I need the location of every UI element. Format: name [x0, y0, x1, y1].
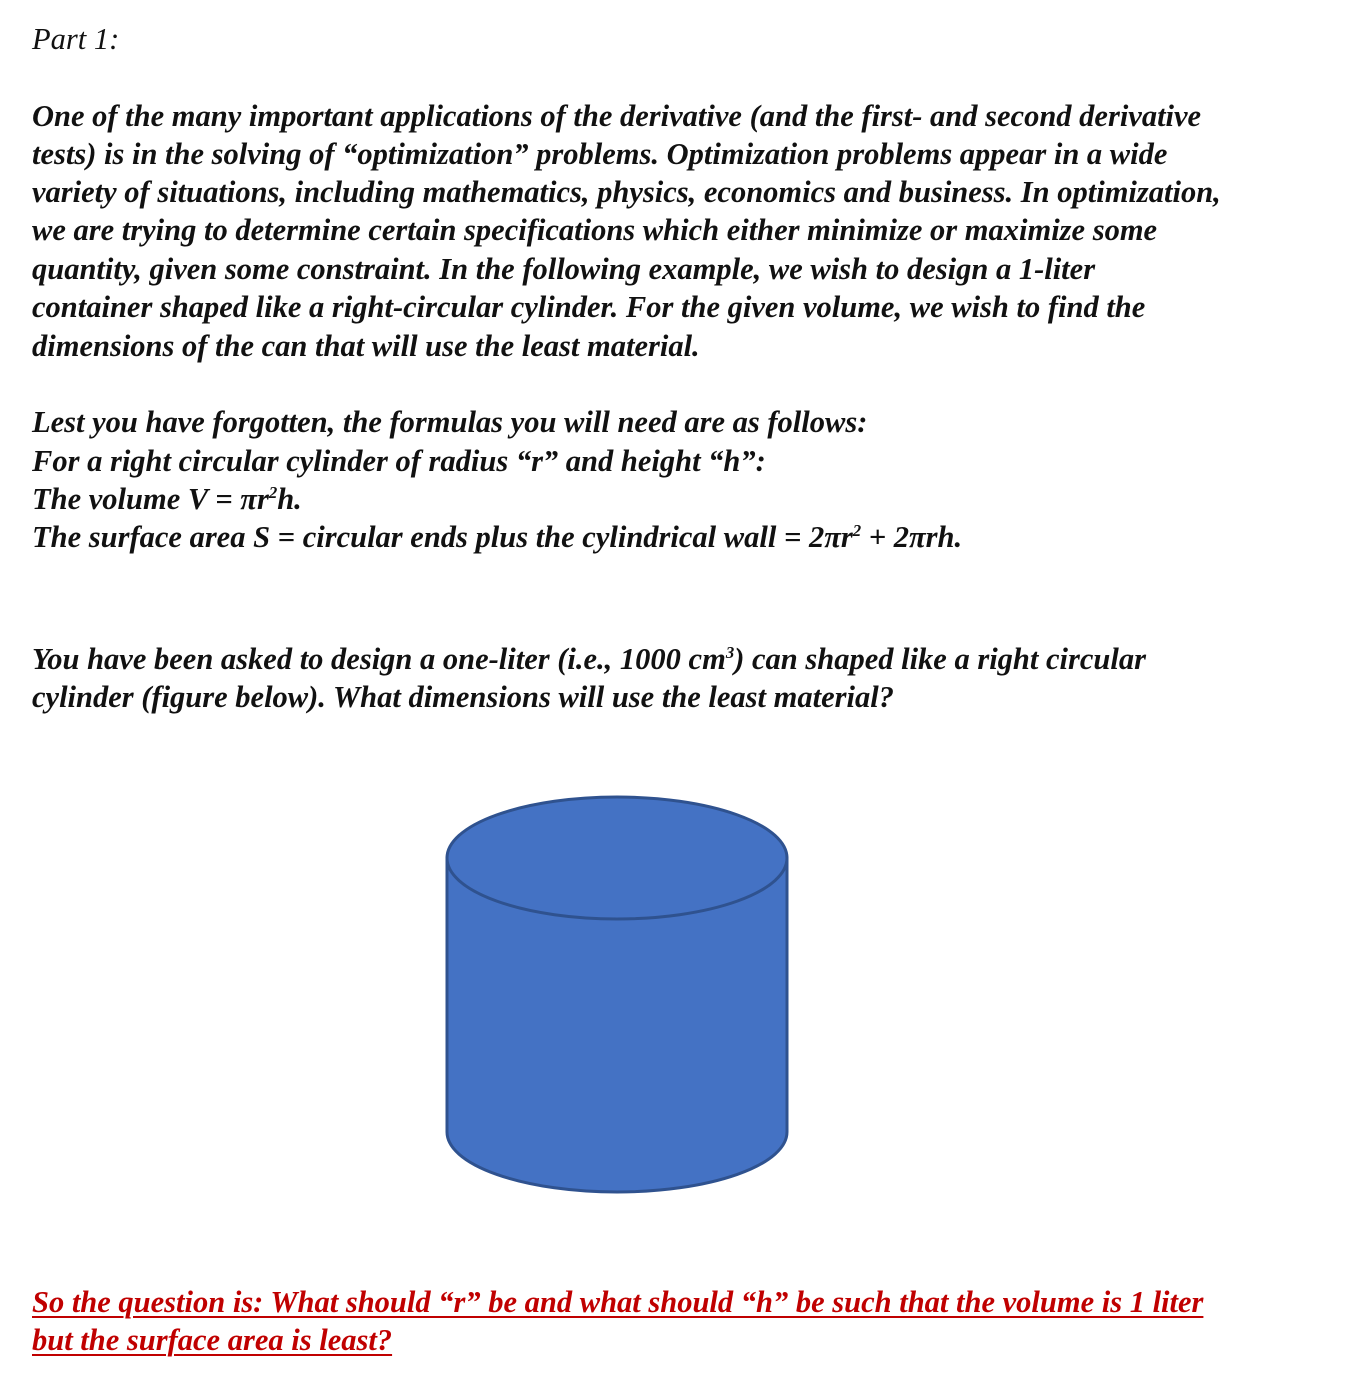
- intro-line-5: quantity, given some constraint. In the following example, we wish to design a 1-liter: [32, 252, 1096, 286]
- volume-formula-suffix: h.: [277, 482, 302, 516]
- volume-formula-prefix: The volume V = πr: [32, 482, 269, 516]
- intro-line-4: we are trying to determine certain specifications which either minimize or maximize some: [32, 213, 1158, 247]
- surface-area-formula: [32, 518, 962, 556]
- part-heading: Part 1:: [32, 22, 120, 56]
- formulas-lead-in: Lest you have forgotten, the formulas you will need are as follows:: [32, 405, 868, 439]
- surface-formula-prefix: The surface area S = circular ends plus the cylindrical wall = 2πr: [32, 520, 853, 554]
- surface-formula-suffix: + 2πrh.: [861, 520, 963, 554]
- question-line-2: but the surface area is least?: [32, 1323, 393, 1357]
- intro-line-1: One of the many important applications of the derivative (and the first- and second derivative: [32, 99, 1202, 133]
- volume-exponent: 2: [268, 482, 278, 502]
- surface-exponent: 2: [852, 520, 862, 540]
- task-exponent: 3: [725, 642, 735, 662]
- intro-line-6: container shaped like a right-circular cylinder. For the given volume, we wish to find the: [32, 290, 1146, 324]
- cylinder-figure: [440, 790, 794, 1200]
- intro-line-2: tests) is in the solving of “optimization” problems. Optimization problems appear in a wide: [32, 137, 1168, 171]
- task-line-1: [32, 640, 1146, 678]
- question-line-1: So the question is: What should “r” be and what should “h” be such that the volume is 1 liter: [32, 1285, 1204, 1319]
- task-line-2: cylinder (figure below). What dimensions will use the least material?: [32, 680, 894, 714]
- task-line-1-suffix: ) can shaped like a right circular: [734, 642, 1146, 676]
- cylinder-definition: For a right circular cylinder of radius “r” and height “h”:: [32, 444, 766, 478]
- cylinder-top: [447, 797, 787, 919]
- intro-line-7: dimensions of the can that will use the least material.: [32, 329, 700, 363]
- intro-line-3: variety of situations, including mathematics, physics, economics and business. In optimization,: [32, 175, 1221, 209]
- volume-formula: [32, 480, 302, 518]
- task-line-1-prefix: You have been asked to design a one-liter (i.e., 1000 cm: [32, 642, 726, 676]
